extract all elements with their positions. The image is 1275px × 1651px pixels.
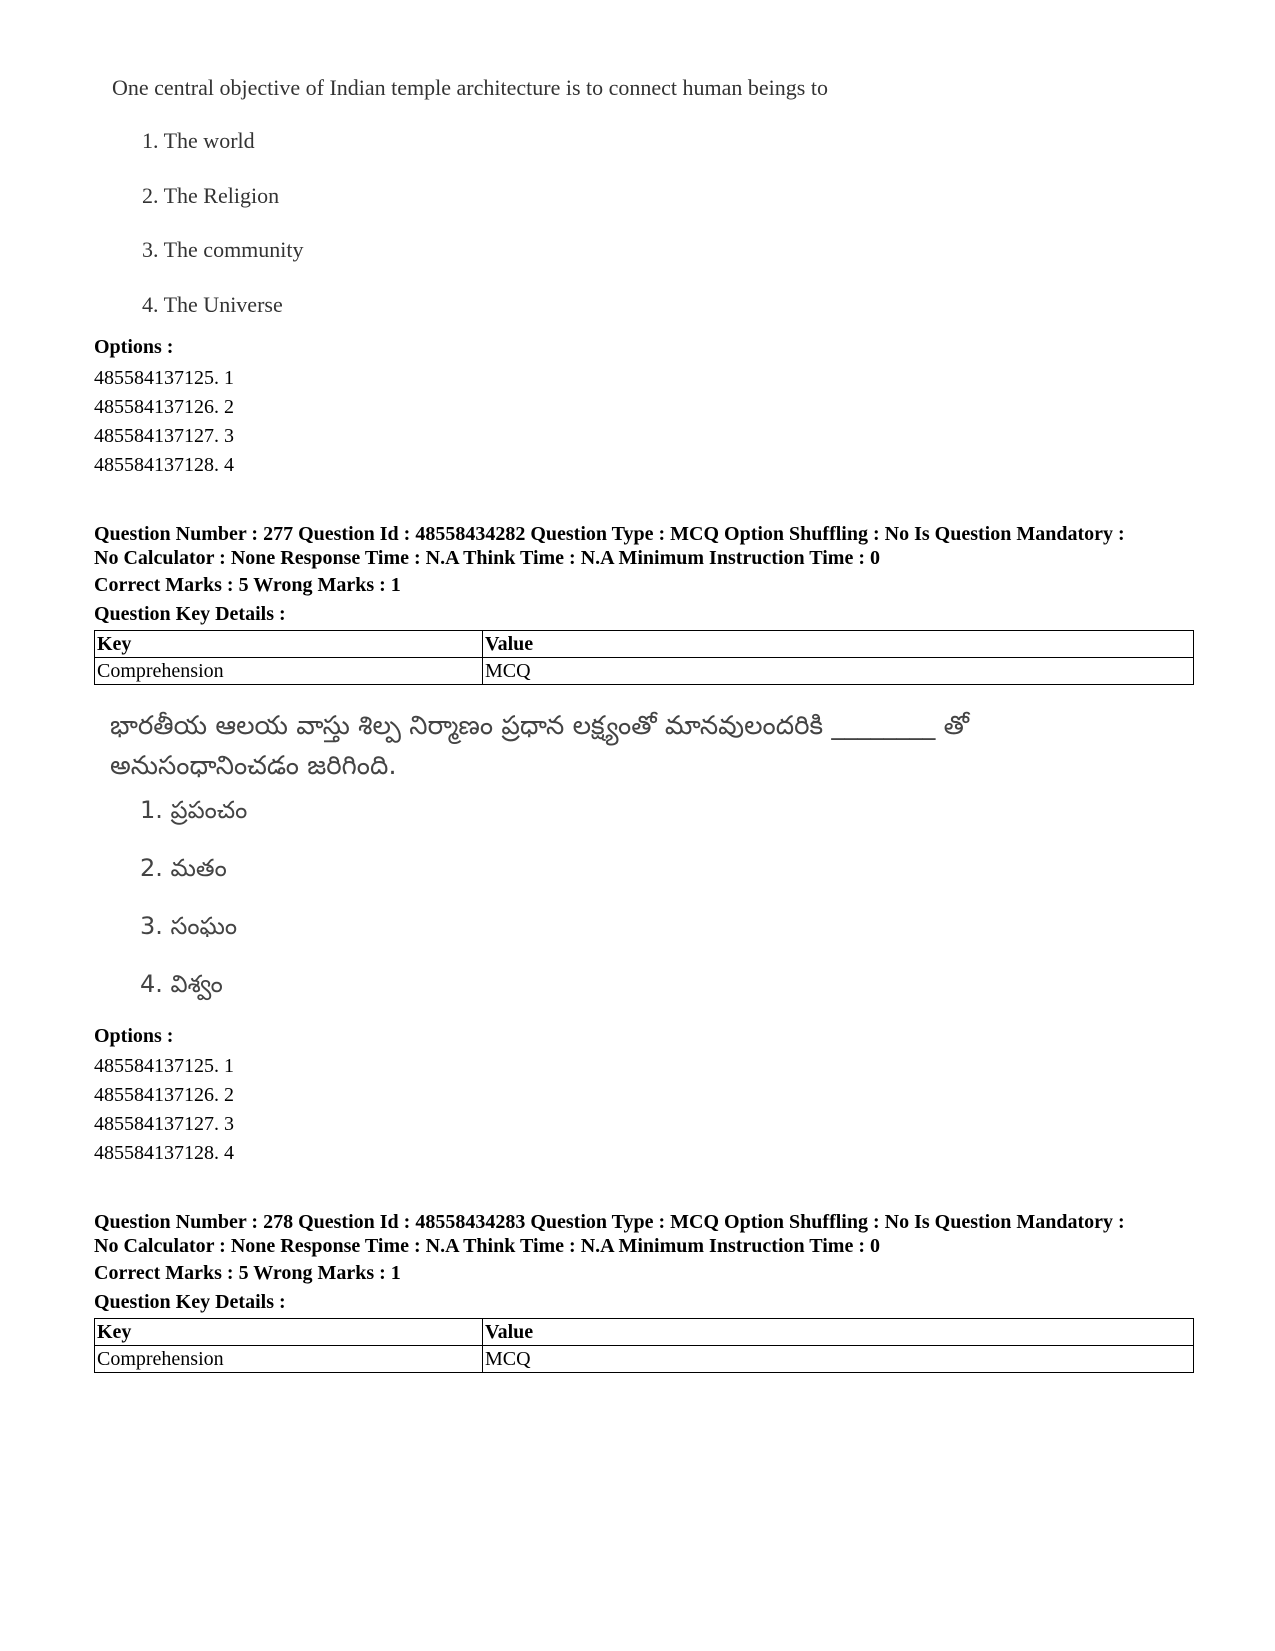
key-details-label: Question Key Details : xyxy=(94,603,286,625)
key-details-table xyxy=(94,1318,1194,1373)
question-meta-line: Question Number : 278 Question Id : 48558434283 Question Type : MCQ Option Shuffling : No Is Question Mandatory : xyxy=(94,1211,1125,1233)
question-meta xyxy=(94,522,1194,570)
table-cell-key: Comprehension xyxy=(95,1346,483,1373)
table-header-key: Key xyxy=(95,631,483,658)
table-header-key: Key xyxy=(95,1319,483,1346)
choice-item: 3. సంఘం xyxy=(140,912,238,940)
table-header-value: Value xyxy=(483,1319,1194,1346)
key-details-table xyxy=(94,630,1194,685)
options-list xyxy=(94,364,1194,480)
choice-item: 1. ప్రపంచం xyxy=(140,796,248,824)
option-line: 485584137125. 1 xyxy=(94,367,234,389)
option-line: 485584137128. 4 xyxy=(94,454,234,476)
options-label: Options : xyxy=(94,1025,174,1047)
choice-item: 4. విశ్వం xyxy=(140,970,223,998)
choice-item: 4. The Universe xyxy=(142,291,283,317)
option-line: 485584137127. 3 xyxy=(94,1113,234,1135)
table-cell-value: MCQ xyxy=(483,1346,1194,1373)
table-row xyxy=(95,1346,1194,1373)
question-meta-line: No Calculator : None Response Time : N.A Think Time : N.A Minimum Instruction Time : 0 xyxy=(94,1235,880,1257)
table-header-value: Value xyxy=(483,631,1194,658)
telugu-stem-line: అనుసంధానించడం జరిగింది. xyxy=(110,751,397,781)
question-meta xyxy=(94,1210,1194,1258)
choice-item: 2. మతం xyxy=(140,854,227,882)
telugu-choice-list xyxy=(140,796,247,1028)
choice-item: 2. The Religion xyxy=(142,182,280,208)
table-header-row xyxy=(95,631,1194,658)
key-details-label: Question Key Details : xyxy=(94,1291,286,1313)
options-label: Options : xyxy=(94,336,174,358)
marks-line: Correct Marks : 5 Wrong Marks : 1 xyxy=(94,1262,401,1284)
option-line: 485584137125. 1 xyxy=(94,1055,234,1077)
option-line: 485584137126. 2 xyxy=(94,1084,234,1106)
option-line: 485584137127. 3 xyxy=(94,425,234,447)
table-cell-key: Comprehension xyxy=(95,658,483,685)
question-stem: One central objective of Indian temple architecture is to connect human beings to xyxy=(112,75,828,100)
marks-line: Correct Marks : 5 Wrong Marks : 1 xyxy=(94,574,401,596)
option-line: 485584137126. 2 xyxy=(94,396,234,418)
table-row xyxy=(95,658,1194,685)
options-list xyxy=(94,1052,1194,1168)
question-meta-line: No Calculator : None Response Time : N.A Think Time : N.A Minimum Instruction Time : 0 xyxy=(94,547,880,569)
question-meta-line: Question Number : 277 Question Id : 48558434282 Question Type : MCQ Option Shuffling : No Is Question Mandatory : xyxy=(94,523,1125,545)
table-cell-value: MCQ xyxy=(483,658,1194,685)
choice-item: 1. The world xyxy=(142,128,255,153)
telugu-stem-line: భారతీయ ఆలయ వాస్తు శిల్ప నిర్మాణం ప్రధాన లక్ష్యంతో మానవులందరికి ________ తో xyxy=(110,711,969,741)
telugu-question-stem xyxy=(110,706,969,786)
option-line: 485584137128. 4 xyxy=(94,1142,234,1164)
choice-item: 3. The community xyxy=(142,237,304,262)
choice-list xyxy=(142,128,304,346)
table-header-row xyxy=(95,1319,1194,1346)
